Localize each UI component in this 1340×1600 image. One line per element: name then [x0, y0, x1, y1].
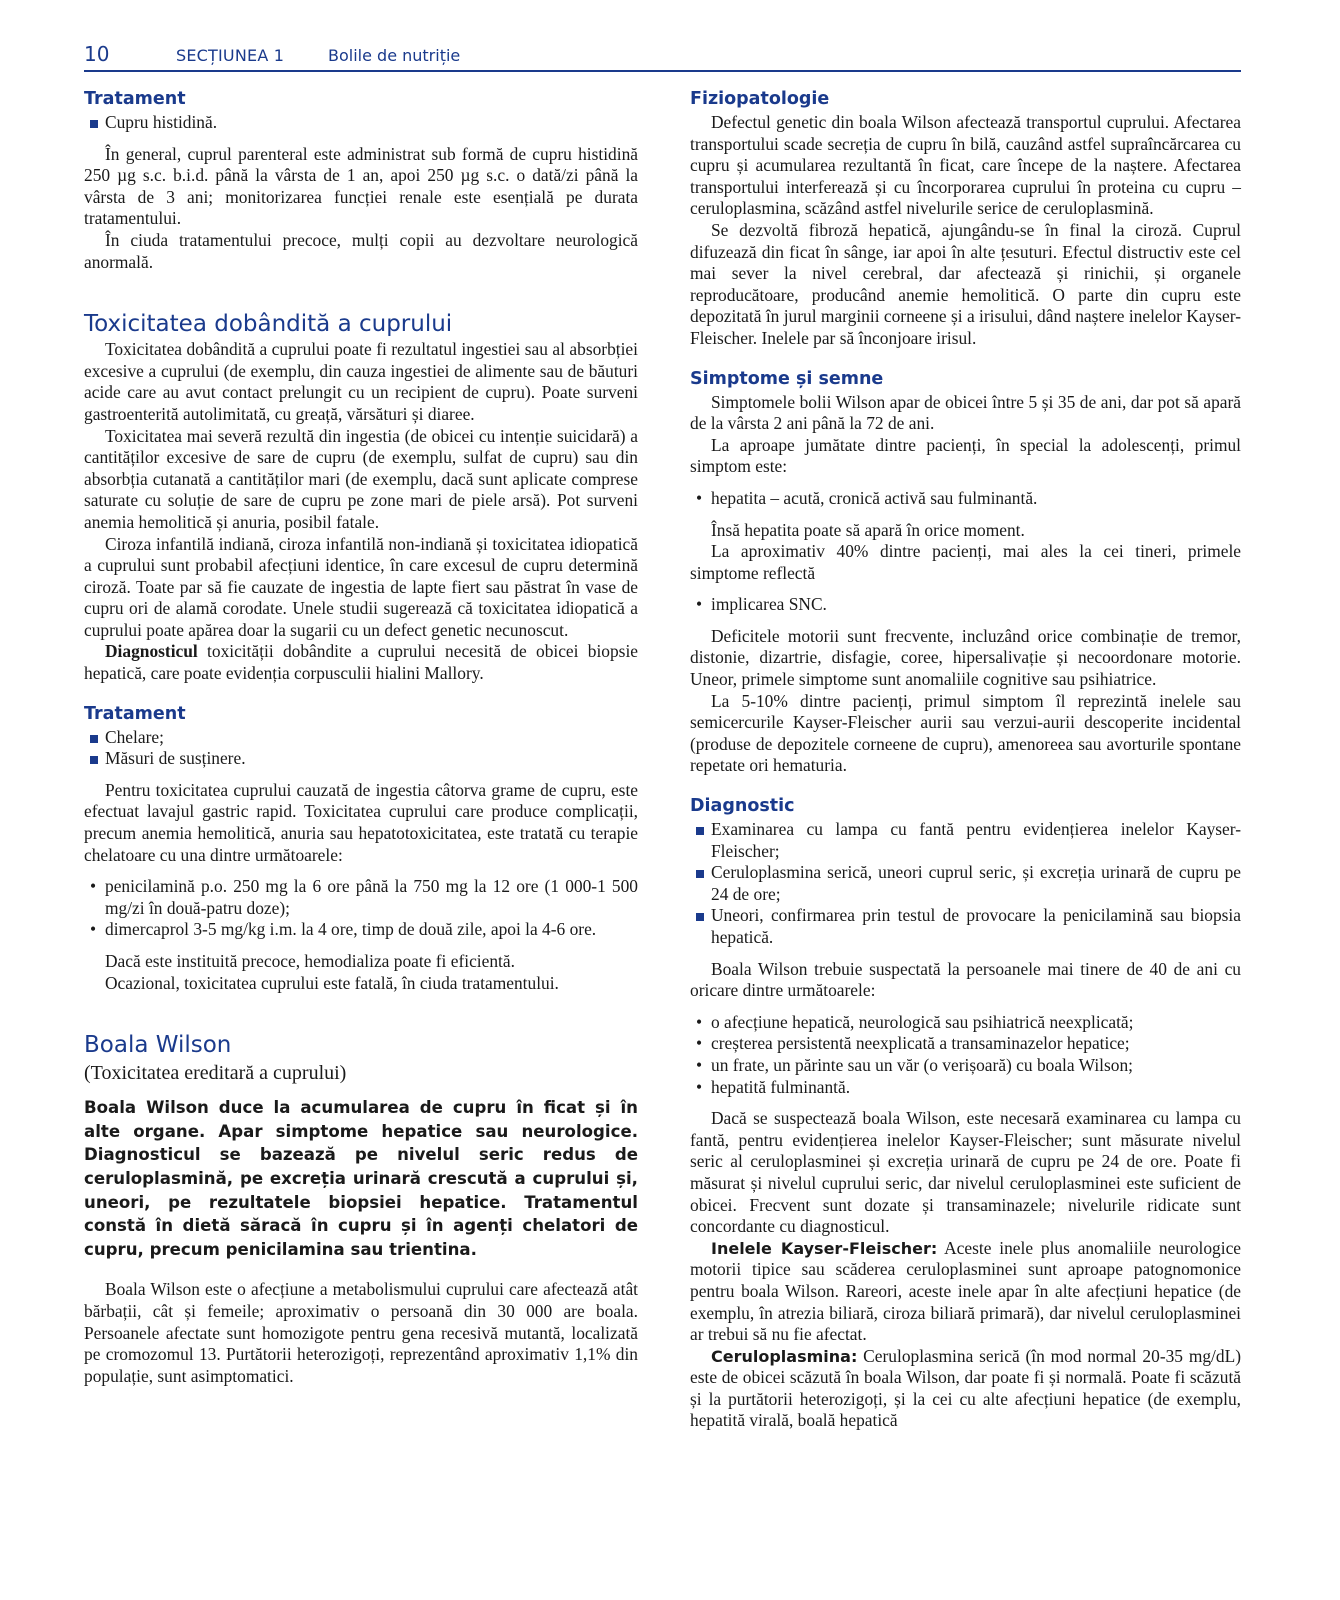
paragraph: La aproximativ 40% dintre pacienți, mai ales la cei tineri, primele simptome reflectă	[690, 541, 1241, 583]
dot-bullet-list	[690, 594, 1241, 616]
dot-bullet-list	[690, 1012, 1241, 1098]
list-item: • penicilamină p.o. 250 mg la 6 ore până la 750 mg la 12 ore (1 000-1 500 mg/zi în două-patru doze);	[84, 876, 638, 919]
list-item: Ceruloplasmina serică, uneori cuprul seric, și excreția urinară de cupru pe 24 de ore;	[690, 862, 1241, 905]
paragraph: Însă hepatita poate să apară în orice moment.	[711, 519, 1025, 540]
right-column	[690, 88, 1241, 1432]
subheading-fiziopatologie: Fiziopatologie	[690, 89, 830, 109]
list-item: • implicarea SNC.	[690, 594, 1241, 616]
square-bullet-list	[84, 112, 638, 134]
subheading-diagnostic: Diagnostic	[690, 796, 795, 817]
bold-term: Diagnosticul	[105, 641, 198, 662]
paragraph: Dacă este instituită precoce, hemodializa poate fi eficientă.	[105, 951, 515, 971]
list-item: • hepatită fulminantă.	[690, 1077, 1241, 1099]
paragraph-kayser-fleischer: Inelele Kayser-Fleischer: Aceste inele plus anomaliile neurologice motorii tipice sau scăderea ceruloplasminei sunt aproape patognomonice pentru boala Wilson. Rareori, aceste inele apar în alte afecțiuni hepatice (de exemplu, în atrezia biliară, ciroza biliară primară), dar nivelul ceruloplasminei ar trebui să nu fie afectat.	[690, 1237, 1242, 1345]
subheading-tratament: Tratament	[84, 89, 186, 109]
paragraph: La 5-10% dintre pacienți, primul simptom îl reprezintă inelele sau semicercurile Kayser-Fleischer aurii sau verzui-aurii descoperite incidental (produse de depozitele corneene de cupru), amenoreea sau avorturile spontane repetate ori hematuria.	[690, 690, 1241, 776]
paragraph: Ocazional, toxicitatea cuprului este fatală, în ciuda tratamentului.	[105, 972, 559, 993]
paragraph: Ciroza infantilă indiană, ciroza infantilă non-indiană și toxicitatea idiopatică a cuprului sunt probabil afecțiuni identice, în care excesul de cupru determină ciroză. Toate par să fie cauzate de ingestia de lapte fiert sau păstrat în vase de cupru ori de alamă corodate. Unele studii sugerează că toxicitatea idiopatică a cuprului poate apărea doar la sugarii cu un defect genetic necunoscut.	[84, 533, 638, 640]
bold-term: Ceruloplasmina:	[711, 1346, 858, 1366]
subheading-simptome: Simptome și semne	[690, 368, 884, 389]
paragraph: În general, cuprul parenteral este administrat sub formă de cupru histidină 250 µg s.c. b.i.d. până la vârsta de 1 an, apoi 250 µg s.c. o dată/zi până la vârsta de 3 ani; monitorizarea funcției renale este esențială pe durata tratamentului.	[84, 143, 638, 229]
section-title: Bolile de nutriție	[328, 46, 461, 65]
square-bullet-list	[84, 727, 638, 770]
paragraph: La aproape jumătate dintre pacienți, în special la adolescenți, primul simptom este:	[690, 434, 1241, 477]
list-item: Măsuri de susținere.	[84, 748, 638, 770]
list-item: Chelare;	[84, 727, 638, 749]
paragraph: Boala Wilson este o afecțiune a metabolismului cuprului care afectează atât bărbații, cât și femeile; aproximativ o persoană din 30 000 are boala. Persoanele afectate sunt homozigote pentru gena recesivă mutantă, localizată pe cromozomul 13. Purtătorii heterozigoți, reprezentând aproximativ 1,1% din populație, sunt asimptomatici.	[84, 1279, 638, 1386]
list-item: Uneori, confirmarea prin testul de provocare la penicilamină sau biopsia hepatică.	[690, 905, 1241, 948]
section-label: SECȚIUNEA 1	[176, 46, 285, 65]
heading-subtitle: (Toxicitatea ereditară a cuprului)	[84, 1062, 347, 1085]
bold-term: Inelele Kayser-Fleischer:	[711, 1238, 938, 1258]
paragraph-diagnostic: Diagnosticul toxicității dobândite a cuprului necesită de obicei biopsie hepatică, care poate evidenția corpusculii hialini Mallory.	[84, 641, 638, 684]
left-column	[84, 88, 638, 1387]
running-header	[84, 42, 1241, 72]
page-number: 10	[84, 42, 110, 66]
square-bullet-list	[690, 819, 1241, 949]
list-item: • hepatita – acută, cronică activă sau fulminantă.	[690, 488, 1241, 510]
paragraph: În ciuda tratamentului precoce, mulți copii au dezvoltare neurologică anormală.	[84, 229, 638, 272]
list-item: Cupru histidină.	[84, 112, 638, 134]
list-item: • un frate, un părinte sau un văr (o verișoară) cu boala Wilson;	[690, 1055, 1241, 1077]
dot-bullet-list	[690, 488, 1241, 510]
summary-box: Boala Wilson duce la acumularea de cupru în ficat și în alte organe. Apar simptome hepatice sau neurologice. Diagnosticul se bazează pe nivelul seric redus de ceruloplasmină, pe excreția urinară crescută a cuprului și, uneori, pe rezultatele biopsiei hepatice. Tratamentul constă în dietă săracă în cupru și în agenți chelatori de cupru, precum penicilamina sau trientina.	[84, 1098, 638, 1259]
paragraph: Toxicitatea dobândită a cuprului poate fi rezultatul ingestiei sau al absorbției excesive a cuprului (de exemplu, din cauza ingestiei de alimente sau de băuturi acide care au avut contact prelungit cu un recipient de cupru). Poate surveni gastroenterită autolimitată, cu greață, vărsături și diaree.	[84, 339, 638, 424]
paragraph: Defectul genetic din boala Wilson afectează transportul cuprului. Afectarea transportului scade secreția de cupru în bilă, cauzând astfel supraîncărcarea cu cupru și acumularea rezultantă în ficat, care începe de la naștere. Afectarea transportului interferează și cu încorporarea cuprului în proteina cu cupru – ceruloplasmina, scăzând astfel nivelurile serice de ceruloplasmină.	[690, 112, 1241, 219]
paragraph: Se dezvoltă fibroză hepatică, ajungându-se în final la ciroză. Cuprul difuzează din ficat în sânge, iar apoi în alte țesuturi. Efectul distructiv este cel mai sever la nivel cerebral, dar afectează și rinichii, și organele reproducătoare, producând anemie hemolitică. O parte din cupru este depozitată în jurul marginii corneene și a irisului, dând naștere inelelor Kayser-Fleischer. Inelele par să înconjoare irisul.	[690, 219, 1241, 348]
paragraph: Toxicitatea mai severă rezultă din ingestia (de obicei cu intenție suicidară) a cantităților excesive de sare de cupru (de exemplu, sulfat de cupru) sau din absorbția cutanată a cantităților mari (de exemplu, dacă sunt aplicate comprese saturate cu soluție de sare de cupru pe zone mari de piele arsă). Pot surveni anemia hemolitică și anuria, posibil fatale.	[84, 425, 638, 532]
list-item: • creșterea persistentă neexplicată a transaminazelor hepatice;	[690, 1033, 1241, 1055]
paragraph: Pentru toxicitatea cuprului cauzată de ingestia câtorva grame de cupru, este efectuat lavajul gastric rapid. Toxicitatea cuprului care produce complicații, precum anemia hemolitică, anuria sau hepatotoxicitatea, este tratată cu terapie chelatoare cu una dintre următoarele:	[84, 779, 638, 865]
subheading-tratament: Tratament	[84, 703, 186, 724]
list-item: • dimercaprol 3-5 mg/kg i.m. la 4 ore, timp de două zile, apoi la 4-6 ore.	[84, 919, 638, 941]
paragraph: Simptomele bolii Wilson apar de obicei între 5 și 35 de ani, dar pot să apară de la vârsta 2 ani până la 72 de ani.	[690, 391, 1241, 434]
list-item: • o afecțiune hepatică, neurologică sau psihiatrică neexplicată;	[690, 1012, 1241, 1034]
heading-boala-wilson: Boala Wilson	[84, 1032, 232, 1059]
paragraph: Boala Wilson trebuie suspectată la persoanele mai tinere de 40 de ani cu oricare dintre următoarele:	[690, 958, 1241, 1001]
paragraph-ceruloplasmina: Ceruloplasmina: Ceruloplasmina serică (în mod normal 20-35 mg/dL) este de obicei scăzută în boala Wilson, dar poate fi și normală. Poate fi scăzută și la purtătorii heterozigoți, și la cei cu alte afecțiuni hepatice (de exemplu, hepatită virală, boală hepatică	[690, 1345, 1241, 1431]
list-item: Examinarea cu lampa cu fantă pentru evidențierea inelelor Kayser-Fleischer;	[690, 819, 1241, 862]
dot-bullet-list	[84, 876, 638, 941]
paragraph: Dacă se suspectează boala Wilson, este necesară examinarea cu lampa cu fantă, pentru evidențierea inelelor Kayser-Fleischer; sunt măsurate nivelul seric al ceruloplasminei și excreția urinară de cupru pe 24 de ore. Poate fi măsurat și nivelul cuprului seric, dar nivelul ceruloplasminei este suficient de obicei. Frecvent sunt dozate și transaminazele; nivelurile ridicate sunt concordante cu diagnosticul.	[690, 1108, 1241, 1237]
paragraph: Deficitele motorii sunt frecvente, incluzând orice combinație de tremor, distonie, dizartrie, disfagie, coree, hipersalivație și necoordonare motorie. Uneor, primele simptome sunt anomaliile cognitive sau psihiatrice.	[690, 625, 1241, 690]
heading-toxicitate: Toxicitatea dobândită a cuprului	[84, 311, 453, 338]
